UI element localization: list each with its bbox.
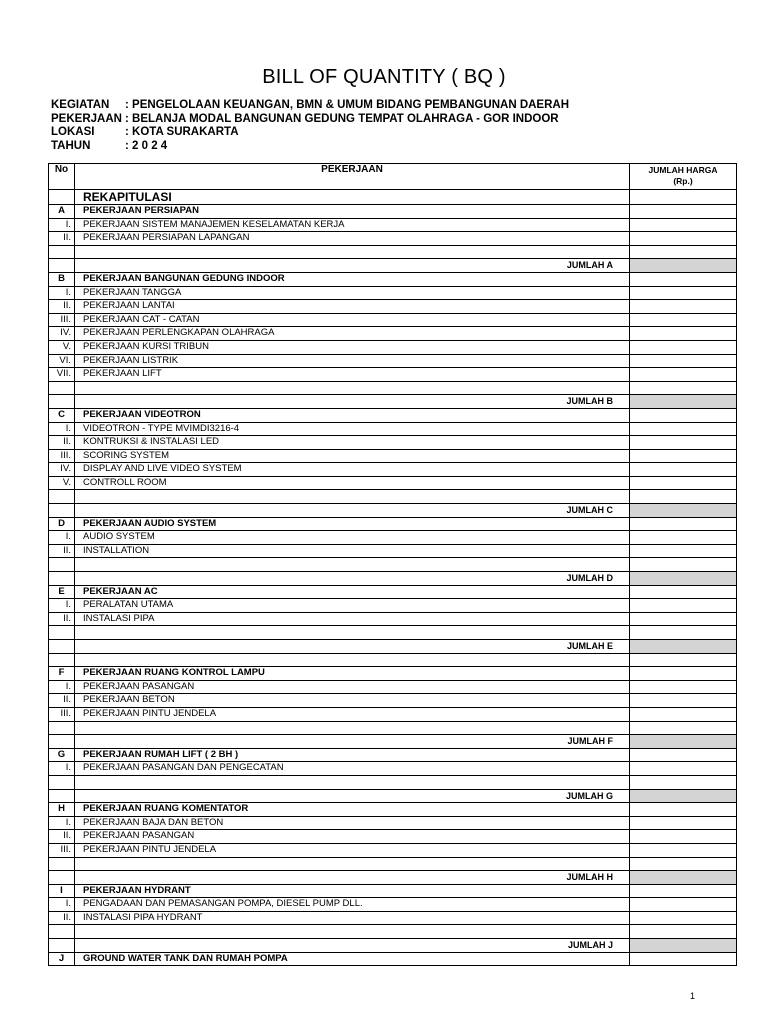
amount-cell <box>630 558 737 572</box>
amount-cell <box>630 490 737 504</box>
amount-cell <box>630 476 737 490</box>
amount-cell <box>630 517 737 531</box>
row-no-cell <box>49 395 75 409</box>
amount-cell <box>630 775 737 789</box>
row-no-cell: I. <box>49 286 75 300</box>
row-no-cell: III. <box>49 843 75 857</box>
amount-cell <box>630 707 737 721</box>
row-description: PEKERJAAN LISTRIK <box>75 354 630 368</box>
table-row <box>49 694 737 708</box>
blank-row <box>49 626 737 640</box>
section-row <box>49 272 737 286</box>
table-row <box>49 232 737 246</box>
row-no-cell: I <box>49 884 75 898</box>
row-no-cell <box>49 381 75 395</box>
row-no-cell <box>49 558 75 572</box>
amount-cell <box>630 313 737 327</box>
amount-cell <box>630 748 737 762</box>
amount-cell <box>630 911 737 925</box>
blank-row <box>49 925 737 939</box>
table-row <box>49 463 737 477</box>
blank-row <box>49 857 737 871</box>
table-row <box>49 368 737 382</box>
table-row <box>49 680 737 694</box>
header-currency-label: (Rp.) <box>673 176 693 186</box>
amount-cell <box>630 422 737 436</box>
meta-row-pekerjaan <box>51 113 569 127</box>
row-description: PEKERJAAN KURSI TRIBUN <box>75 340 630 354</box>
subtotal-label: JUMLAH F <box>75 735 630 749</box>
row-no-cell <box>49 735 75 749</box>
row-no-cell: II. <box>49 300 75 314</box>
row-description: PEKERJAAN AUDIO SYSTEM <box>75 517 630 531</box>
table-row <box>49 911 737 925</box>
table-row <box>49 422 737 436</box>
row-no-cell <box>49 775 75 789</box>
meta-key: LOKASI <box>51 126 95 139</box>
table-row <box>49 313 737 327</box>
row-description <box>75 653 630 667</box>
meta-row-kegiatan <box>51 99 569 113</box>
row-no-cell <box>49 504 75 518</box>
blank-row <box>49 381 737 395</box>
row-description: PEKERJAAN PASANGAN <box>75 680 630 694</box>
meta-row-tahun <box>51 140 569 154</box>
subtotal-label: JUMLAH G <box>75 789 630 803</box>
row-no-cell <box>49 626 75 640</box>
subtotal-amount-cell <box>630 504 737 518</box>
amount-cell <box>630 612 737 626</box>
meta-value: : 2 0 2 4 <box>125 139 168 152</box>
table-row <box>49 707 737 721</box>
header-jumlah-harga-label: JUMLAH HARGA <box>648 165 718 175</box>
table-row <box>49 300 737 314</box>
row-no-cell: I. <box>49 816 75 830</box>
table-row <box>49 354 737 368</box>
table-row <box>49 599 737 613</box>
row-no-cell <box>49 572 75 586</box>
subtotal-row <box>49 640 737 654</box>
table-row <box>49 340 737 354</box>
header-pekerjaan: PEKERJAAN <box>75 164 630 190</box>
row-no-cell <box>49 259 75 273</box>
row-no-cell: II. <box>49 232 75 246</box>
table-row <box>49 762 737 776</box>
row-no-cell: G <box>49 748 75 762</box>
amount-cell <box>630 680 737 694</box>
row-no-cell: V. <box>49 340 75 354</box>
project-info <box>51 99 569 153</box>
meta-key: PEKERJAAN <box>51 112 122 125</box>
row-description: PEKERJAAN RUANG KOMENTATOR <box>75 803 630 817</box>
meta-value: : BELANJA MODAL BANGUNAN GEDUNG TEMPAT OLAHRAGA - GOR INDOOR <box>125 112 559 125</box>
row-description: PEKERJAAN BETON <box>75 694 630 708</box>
row-no-cell: IV. <box>49 327 75 341</box>
subtotal-label: JUMLAH A <box>75 259 630 273</box>
subtotal-amount-cell <box>630 572 737 586</box>
row-no-cell <box>49 925 75 939</box>
section-row <box>49 952 737 966</box>
row-description: KONTRUKSI & INSTALASI LED <box>75 436 630 450</box>
row-no-cell: II. <box>49 911 75 925</box>
section-row <box>49 748 737 762</box>
amount-cell <box>630 300 737 314</box>
table-row <box>49 843 737 857</box>
meta-value: : PENGELOLAAN KEUANGAN, BMN & UMUM BIDANG PEMBANGUNAN DAERAH <box>125 99 570 111</box>
meta-value: : KOTA SURAKARTA <box>125 126 239 139</box>
amount-cell <box>630 803 737 817</box>
row-description: PEKERJAAN PERSIAPAN LAPANGAN <box>75 232 630 246</box>
subtotal-row <box>49 259 737 273</box>
row-no-cell <box>49 245 75 259</box>
row-description: PEKERJAAN RUANG KONTROL LAMPU <box>75 667 630 681</box>
section-row <box>49 408 737 422</box>
row-description: PEKERJAAN PINTU JENDELA <box>75 707 630 721</box>
row-description: PEKERJAAN AC <box>75 585 630 599</box>
row-no-cell <box>49 857 75 871</box>
amount-cell <box>630 449 737 463</box>
row-description: PENGADAAN DAN PEMASANGAN POMPA, DIESEL PUMP DLL. <box>75 898 630 912</box>
row-no-cell <box>49 939 75 953</box>
row-no-cell: I. <box>49 218 75 232</box>
amount-cell <box>630 585 737 599</box>
row-description: PEKERJAAN BANGUNAN GEDUNG INDOOR <box>75 272 630 286</box>
row-description: CONTROLL ROOM <box>75 476 630 490</box>
row-no-cell: III. <box>49 313 75 327</box>
amount-cell <box>630 245 737 259</box>
amount-cell <box>630 218 737 232</box>
amount-cell <box>630 340 737 354</box>
amount-cell <box>630 653 737 667</box>
row-description <box>75 245 630 259</box>
row-description <box>75 626 630 640</box>
row-no-cell: D <box>49 517 75 531</box>
amount-cell <box>630 381 737 395</box>
table-row <box>49 612 737 626</box>
amount-cell <box>630 354 737 368</box>
amount-cell <box>630 190 737 205</box>
row-description: PEKERJAAN PINTU JENDELA <box>75 843 630 857</box>
header-jumlah-harga <box>630 164 737 190</box>
row-description: PEKERJAAN LANTAI <box>75 300 630 314</box>
amount-cell <box>630 816 737 830</box>
row-no-cell: I. <box>49 599 75 613</box>
row-no-cell <box>49 490 75 504</box>
amount-cell <box>630 762 737 776</box>
row-no-cell: II. <box>49 830 75 844</box>
amount-cell <box>630 599 737 613</box>
amount-cell <box>630 544 737 558</box>
row-description: INSTALLATION <box>75 544 630 558</box>
section-row <box>49 884 737 898</box>
meta-row-lokasi <box>51 126 569 140</box>
table-header-row <box>49 164 737 190</box>
subtotal-row <box>49 504 737 518</box>
row-description: PEKERJAAN PERSIAPAN <box>75 205 630 219</box>
row-no-cell: E <box>49 585 75 599</box>
table-row <box>49 327 737 341</box>
amount-cell <box>630 327 737 341</box>
row-description: SCORING SYSTEM <box>75 449 630 463</box>
subtotal-amount-cell <box>630 735 737 749</box>
subtotal-row <box>49 789 737 803</box>
row-no-cell: I. <box>49 762 75 776</box>
row-description: PEKERJAAN PASANGAN <box>75 830 630 844</box>
table-row <box>49 436 737 450</box>
row-description: PEKERJAAN LIFT <box>75 368 630 382</box>
table-row <box>49 830 737 844</box>
row-description <box>75 558 630 572</box>
row-no-cell: I. <box>49 898 75 912</box>
row-no-cell: V. <box>49 476 75 490</box>
document-title: BILL OF QUANTITY ( BQ ) <box>262 66 506 88</box>
amount-cell <box>630 368 737 382</box>
row-no-cell: C <box>49 408 75 422</box>
table-row <box>49 544 737 558</box>
row-no-cell: II. <box>49 612 75 626</box>
row-description: PERALATAN UTAMA <box>75 599 630 613</box>
row-no-cell: III. <box>49 707 75 721</box>
row-description: VIDEOTRON - TYPE MVIMDI3216-4 <box>75 422 630 436</box>
subtotal-label: JUMLAH C <box>75 504 630 518</box>
subtotal-row <box>49 939 737 953</box>
subtotal-label: JUMLAH J <box>75 939 630 953</box>
meta-key: TAHUN <box>51 139 91 152</box>
amount-cell <box>630 898 737 912</box>
amount-cell <box>630 721 737 735</box>
amount-cell <box>630 667 737 681</box>
amount-cell <box>630 857 737 871</box>
section-row <box>49 205 737 219</box>
table-row <box>49 286 737 300</box>
row-no-cell: II. <box>49 694 75 708</box>
row-no-cell <box>49 653 75 667</box>
table-row <box>49 816 737 830</box>
subtotal-amount-cell <box>630 259 737 273</box>
table-row <box>49 449 737 463</box>
row-description: PEKERJAAN SISTEM MANAJEMEN KESELAMATAN KERJA <box>75 218 630 232</box>
row-no-cell: I. <box>49 531 75 545</box>
row-description: INSTALASI PIPA HYDRANT <box>75 911 630 925</box>
amount-cell <box>630 408 737 422</box>
subtotal-label: JUMLAH H <box>75 871 630 885</box>
amount-cell <box>630 626 737 640</box>
blank-row <box>49 653 737 667</box>
subtotal-row <box>49 871 737 885</box>
recap-row <box>49 190 737 205</box>
row-description <box>75 775 630 789</box>
row-description <box>75 925 630 939</box>
row-no-cell: B <box>49 272 75 286</box>
subtotal-label: JUMLAH D <box>75 572 630 586</box>
row-description: AUDIO SYSTEM <box>75 531 630 545</box>
amount-cell <box>630 830 737 844</box>
amount-cell <box>630 272 737 286</box>
row-no-cell: A <box>49 205 75 219</box>
table-row <box>49 218 737 232</box>
row-no-cell <box>49 721 75 735</box>
amount-cell <box>630 952 737 966</box>
row-description <box>75 381 630 395</box>
amount-cell <box>630 925 737 939</box>
recap-label: REKAPITULASI <box>75 190 630 205</box>
row-description: PEKERJAAN TANGGA <box>75 286 630 300</box>
subtotal-row <box>49 572 737 586</box>
table-row <box>49 898 737 912</box>
section-row <box>49 667 737 681</box>
subtotal-amount-cell <box>630 871 737 885</box>
table-row <box>49 531 737 545</box>
subtotal-amount-cell <box>630 395 737 409</box>
header-no: No <box>49 164 75 190</box>
row-description <box>75 721 630 735</box>
row-description: PEKERJAAN BAJA DAN BETON <box>75 816 630 830</box>
subtotal-amount-cell <box>630 789 737 803</box>
row-no-cell: J <box>49 952 75 966</box>
row-no-cell: II. <box>49 544 75 558</box>
row-description: DISPLAY AND LIVE VIDEO SYSTEM <box>75 463 630 477</box>
row-no-cell: H <box>49 803 75 817</box>
subtotal-amount-cell <box>630 640 737 654</box>
row-no-cell <box>49 789 75 803</box>
blank-row <box>49 490 737 504</box>
amount-cell <box>630 531 737 545</box>
row-description: PEKERJAAN HYDRANT <box>75 884 630 898</box>
amount-cell <box>630 436 737 450</box>
row-description <box>75 490 630 504</box>
row-no-cell <box>49 871 75 885</box>
row-description: PEKERJAAN CAT - CATAN <box>75 313 630 327</box>
subtotal-label: JUMLAH E <box>75 640 630 654</box>
amount-cell <box>630 205 737 219</box>
row-no-cell: F <box>49 667 75 681</box>
row-no-cell: I. <box>49 680 75 694</box>
subtotal-row <box>49 735 737 749</box>
row-description: PEKERJAAN PASANGAN DAN PENGECATAN <box>75 762 630 776</box>
section-row <box>49 803 737 817</box>
row-description: PEKERJAAN RUMAH LIFT ( 2 BH ) <box>75 748 630 762</box>
subtotal-amount-cell <box>630 939 737 953</box>
row-description <box>75 857 630 871</box>
amount-cell <box>630 232 737 246</box>
section-row <box>49 517 737 531</box>
row-no-cell: III. <box>49 449 75 463</box>
blank-row <box>49 775 737 789</box>
row-description: INSTALASI PIPA <box>75 612 630 626</box>
row-no-cell: VI. <box>49 354 75 368</box>
row-description: GROUND WATER TANK DAN RUMAH POMPA <box>75 952 630 966</box>
row-no-cell: II. <box>49 436 75 450</box>
subtotal-label: JUMLAH B <box>75 395 630 409</box>
row-no-cell: VII. <box>49 368 75 382</box>
amount-cell <box>630 463 737 477</box>
subtotal-row <box>49 395 737 409</box>
bq-table <box>48 163 737 966</box>
row-no-cell <box>49 640 75 654</box>
blank-row <box>49 245 737 259</box>
table-row <box>49 476 737 490</box>
row-description: PEKERJAAN VIDEOTRON <box>75 408 630 422</box>
row-no-cell: I. <box>49 422 75 436</box>
amount-cell <box>630 843 737 857</box>
row-description: PEKERJAAN PERLENGKAPAN OLAHRAGA <box>75 327 630 341</box>
amount-cell <box>630 286 737 300</box>
page-number: 1 <box>690 991 696 1001</box>
row-no-cell <box>49 190 75 205</box>
blank-row <box>49 558 737 572</box>
section-row <box>49 585 737 599</box>
blank-row <box>49 721 737 735</box>
meta-key: KEGIATAN <box>51 99 110 111</box>
amount-cell <box>630 884 737 898</box>
row-no-cell: IV. <box>49 463 75 477</box>
amount-cell <box>630 694 737 708</box>
